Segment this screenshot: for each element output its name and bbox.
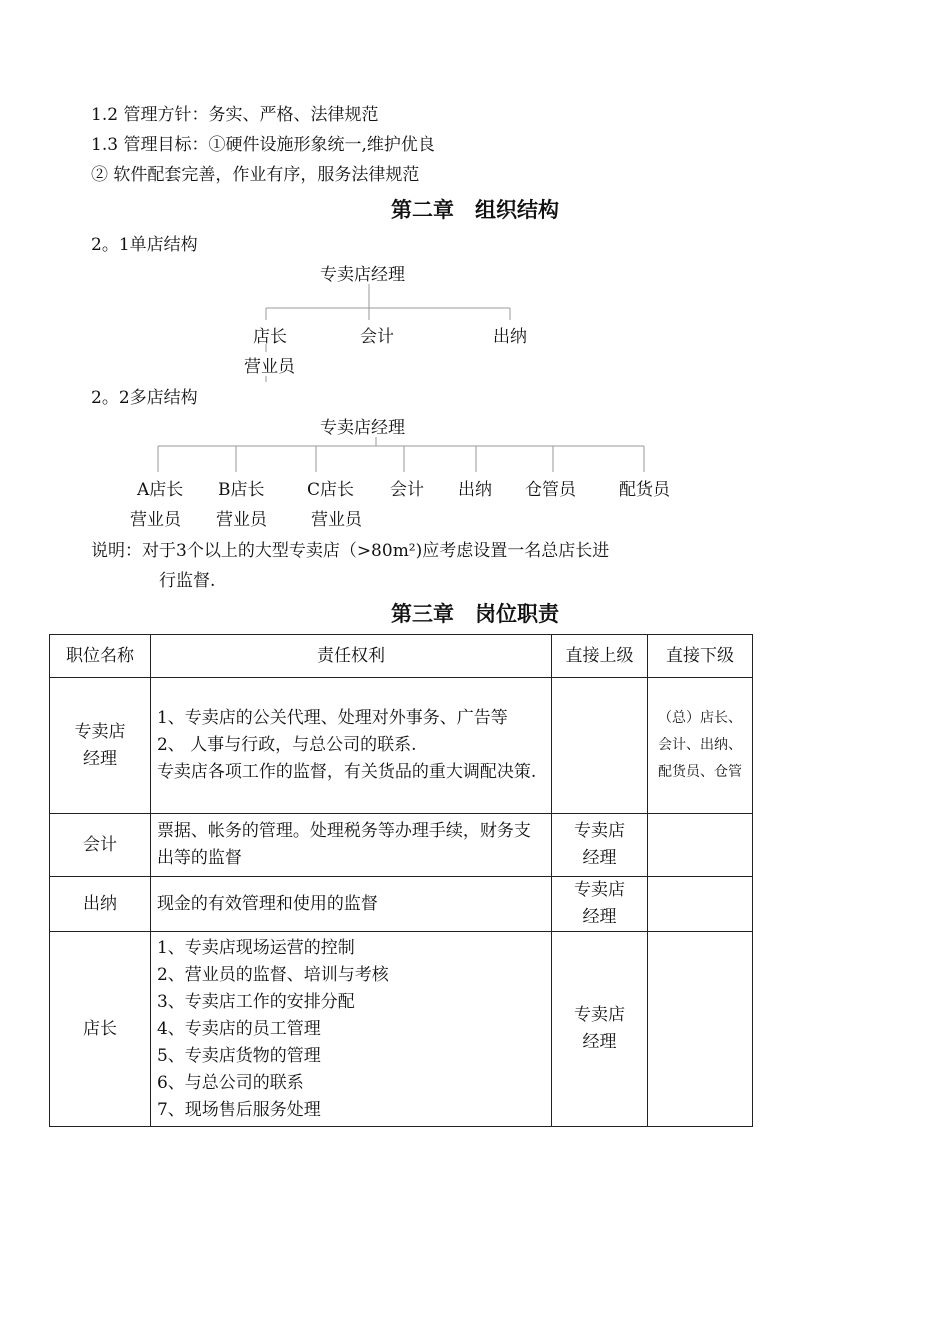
header-superior: 直接上级	[552, 635, 648, 678]
table-row	[50, 877, 753, 932]
row-cashier-position: 出纳	[50, 877, 151, 932]
row-manager-position: 专卖店经理	[50, 678, 151, 814]
row-accountant-subordinate	[647, 814, 752, 877]
org1-root: 专卖店经理	[320, 265, 405, 285]
chapter3-title: 第三章 岗位职责	[391, 602, 559, 626]
section-2-2-heading: 2。2多店结构	[91, 388, 198, 408]
row-accountant-duties: 票据、帐务的管理。处理税务等办理手续，财务支出等的监督	[150, 814, 551, 877]
org2-child-a: A店长	[137, 480, 184, 500]
org2-sub-sales-b: 营业员	[216, 510, 267, 530]
management-goal: 1.3 管理目标：①硬件设施形象统一,维护优良	[91, 135, 435, 155]
org2-sub-sales-c: 营业员	[311, 510, 362, 530]
structure-note-cont: 行监督.	[159, 571, 216, 591]
row-manager-duties: 1、专卖店的公关代理、处理对外事务、广告等 2、 人事与行政，与总公司的联系. 专卖店各项工作的监督，有关货品的重大调配决策.	[150, 678, 551, 814]
row-accountant-position: 会计	[50, 814, 151, 877]
org2-child-accountant: 会计	[390, 480, 424, 500]
org1-child-accountant: 会计	[360, 327, 394, 347]
row-store-manager-duties: 1、专卖店现场运营的控制 2、营业员的监督、培训与考核 3、专卖店工作的安排分配 4、专卖店的员工管理 5、专卖店货物的管理 6、与总公司的联系 7、现场售后服务处理	[150, 932, 551, 1127]
org1-sub-sales: 营业员	[244, 357, 295, 377]
row-store-manager-position: 店长	[50, 932, 151, 1127]
row-manager-subordinate: （总）店长、会计、出纳、配货员、仓管	[647, 678, 752, 814]
table-header-row	[50, 635, 753, 678]
org2-child-warehouse: 仓管员	[525, 480, 576, 500]
org1-child-store-manager: 店长	[253, 327, 287, 347]
row-store-manager-superior: 专卖店经理	[552, 932, 648, 1127]
duty-table	[49, 634, 753, 1127]
row-cashier-subordinate	[647, 877, 752, 932]
org2-child-cashier: 出纳	[458, 480, 492, 500]
row-cashier-duties: 现金的有效管理和使用的监督	[150, 877, 551, 932]
header-subordinate: 直接下级	[647, 635, 752, 678]
management-policy: 1.2 管理方针：务实、严格、法律规范	[91, 105, 379, 125]
org2-child-distributor: 配货员	[619, 480, 670, 500]
chapter2-title: 第二章 组织结构	[391, 198, 559, 222]
org2-sub-sales-a: 营业员	[130, 510, 181, 530]
header-duties: 责任权利	[150, 635, 551, 678]
table-row	[50, 932, 753, 1127]
org2-child-b: B店长	[218, 480, 265, 500]
header-position: 职位名称	[50, 635, 151, 678]
org2-root: 专卖店经理	[320, 418, 405, 438]
row-cashier-superior: 专卖店经理	[552, 877, 648, 932]
row-accountant-superior: 专卖店经理	[552, 814, 648, 877]
org2-child-c: C店长	[307, 480, 355, 500]
table-row	[50, 814, 753, 877]
section-2-1-heading: 2。1单店结构	[91, 235, 198, 255]
row-store-manager-subordinate	[647, 932, 752, 1127]
org1-child-cashier: 出纳	[493, 327, 527, 347]
structure-note: 说明：对于3个以上的大型专卖店（>80m²)应考虑设置一名总店长进	[91, 541, 610, 561]
table-row	[50, 678, 753, 814]
row-manager-superior	[552, 678, 648, 814]
management-goal-2: ② 软件配套完善，作业有序，服务法律规范	[91, 165, 420, 185]
